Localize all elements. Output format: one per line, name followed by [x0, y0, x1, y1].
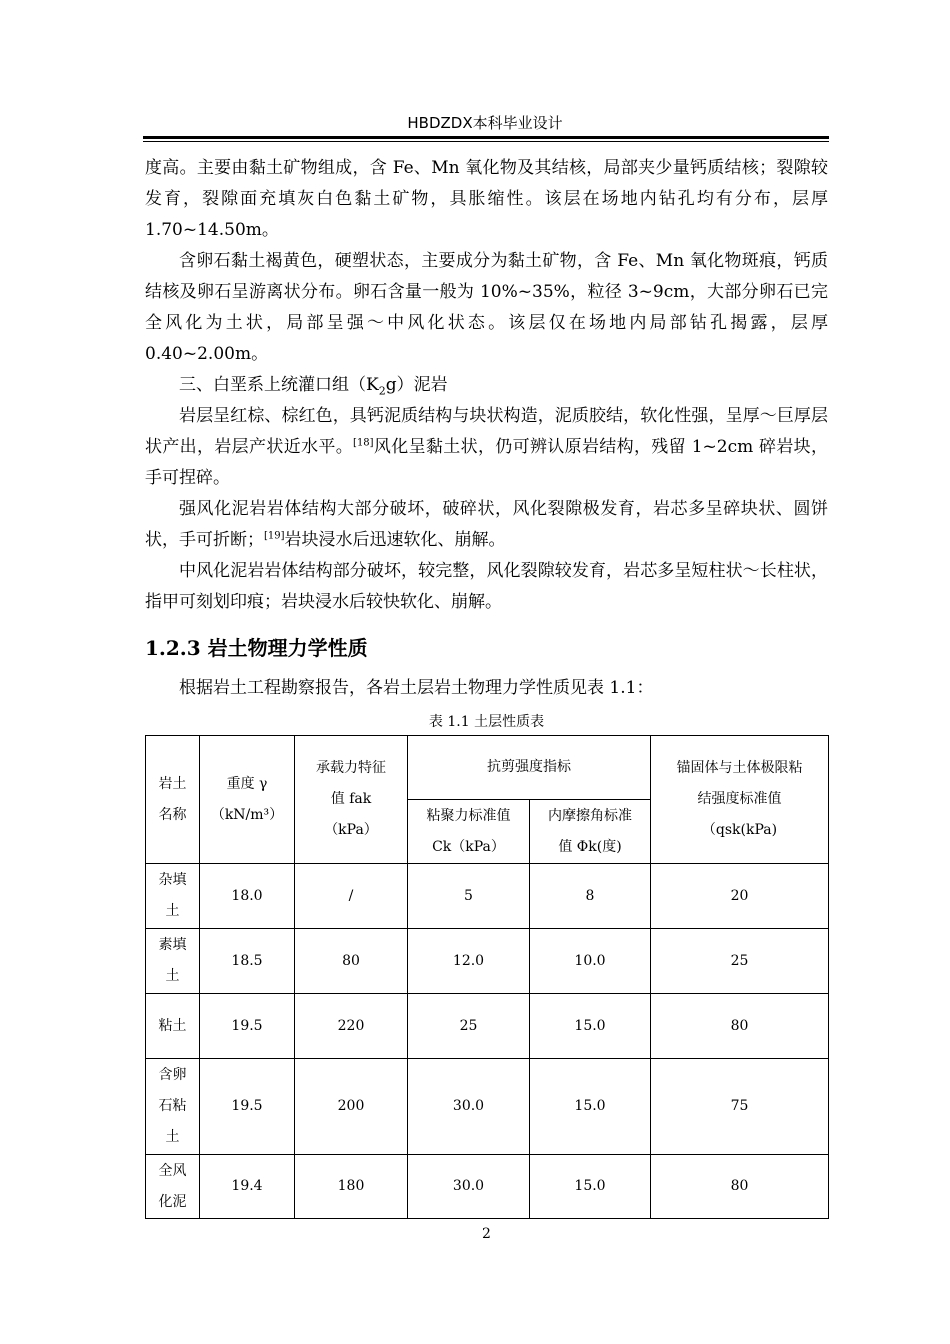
- paragraph-6: 中风化泥岩岩体结构部分破坏，较完整，风化裂隙较发育，岩芯多呈短柱状～长柱状，指甲可刻划印痕；岩块浸水后较快软化、崩解。: [145, 561, 828, 612]
- cell-phi: 15.0: [530, 1155, 651, 1219]
- cell-ck: 25: [408, 994, 530, 1059]
- section-intro: 根据岩土工程勘察报告，各岩土层岩土物理力学性质见表 1.1：: [179, 678, 654, 698]
- cell-name: 杂填 土: [146, 864, 200, 929]
- p5-text-b: 岩块浸水后迅速软化、崩解。: [284, 530, 506, 550]
- p5-text-a: 强风化泥岩岩体结构大部分破坏，破碎状，风化裂隙极发育，岩芯多呈碎块状、圆饼状，手可折断；: [145, 499, 828, 550]
- p5-citation: [19]: [264, 530, 285, 542]
- cell-gamma: 19.4: [200, 1155, 295, 1219]
- paragraph-3: [145, 370, 828, 401]
- page-header: HBDZDX本科毕业设计: [407, 114, 563, 132]
- p4-text-b: 风化呈黏土状，仍可辨认原岩结构，残留 1~2cm 碎岩块，手可捏碎。: [145, 437, 828, 488]
- table-row: [146, 1155, 829, 1219]
- header-fak: 承载力特征 值 fak （kPa）: [295, 736, 408, 864]
- cell-phi: 10.0: [530, 929, 651, 994]
- cell-name: 粘土: [146, 994, 200, 1059]
- cell-phi: 15.0: [530, 994, 651, 1059]
- cell-qsk: 20: [651, 864, 829, 929]
- p3-subscript: 2: [378, 384, 386, 398]
- cell-ck: 30.0: [408, 1059, 530, 1155]
- cell-qsk: 25: [651, 929, 829, 994]
- section-heading: 1.2.3 岩土物理力学性质: [145, 636, 368, 660]
- cell-name: 含卵 石粘 土: [146, 1059, 200, 1155]
- table-caption: 表 1.1 土层性质表: [428, 714, 545, 730]
- cell-fak: 220: [295, 994, 408, 1059]
- paragraph-1: 度高。主要由黏土矿物组成，含 Fe、Mn 氧化物及其结核，局部夹少量钙质结核；裂隙较发育，裂隙面充填灰白色黏土矿物，具胀缩性。该层在场地内钻孔均有分布，层厚 1.70~14.50m。: [145, 158, 828, 240]
- header-name: 岩土 名称: [146, 736, 200, 864]
- p3-text-a: 三、白垩系上统灌口组（K: [179, 375, 379, 395]
- header-rule-thin: [143, 141, 829, 142]
- cell-name: 素填 土: [146, 929, 200, 994]
- header-shear-strength: 抗剪强度指标: [408, 736, 651, 800]
- cell-fak: 200: [295, 1059, 408, 1155]
- cell-fak: 180: [295, 1155, 408, 1219]
- paragraph-5: [145, 494, 828, 556]
- cell-fak: 80: [295, 929, 408, 994]
- table-row: [146, 864, 829, 929]
- cell-ck: 12.0: [408, 929, 530, 994]
- header-phi: 内摩擦角标准 值 Φk(度): [530, 800, 651, 864]
- cell-qsk: 75: [651, 1059, 829, 1155]
- cell-gamma: 19.5: [200, 1059, 295, 1155]
- table-row: [146, 929, 829, 994]
- header-ck: 粘聚力标准值 Ck（kPa）: [408, 800, 530, 864]
- cell-name: 全风 化泥: [146, 1155, 200, 1219]
- soil-properties-table: [145, 735, 829, 1219]
- paragraph-4: [145, 401, 828, 494]
- cell-fak: /: [295, 864, 408, 929]
- cell-ck: 5: [408, 864, 530, 929]
- cell-gamma: 19.5: [200, 994, 295, 1059]
- p4-text-a: 岩层呈红棕、棕红色，具钙泥质结构与块状构造，泥质胶结，软化性强，呈厚～巨厚层状产出，岩层产状近水平。: [145, 406, 828, 457]
- p4-citation: [18]: [353, 437, 374, 449]
- paragraph-2: 含卵石黏土褐黄色，硬塑状态，主要成分为黏土矿物，含 Fe、Mn 氧化物斑痕，钙质结核及卵石呈游离状分布。卵石含量一般为 10%~35%，粒径 3~9cm，大部分卵石已完全风化为土状，局部呈强～中风化状态。该层仅在场地内局部钻孔揭露，层厚 0.40~2.00m。: [145, 251, 828, 364]
- header-rule-thick: [143, 136, 829, 139]
- table-row: [146, 1059, 829, 1155]
- cell-gamma: 18.5: [200, 929, 295, 994]
- body-text: [145, 153, 828, 618]
- cell-qsk: 80: [651, 994, 829, 1059]
- header-gamma: 重度 γ （kN/m³）: [200, 736, 295, 864]
- p3-text-b: g）泥岩: [385, 375, 448, 395]
- page-number: 2: [482, 1226, 491, 1242]
- cell-qsk: 80: [651, 1155, 829, 1219]
- cell-phi: 15.0: [530, 1059, 651, 1155]
- cell-phi: 8: [530, 864, 651, 929]
- cell-ck: 30.0: [408, 1155, 530, 1219]
- cell-gamma: 18.0: [200, 864, 295, 929]
- header-qsk: 锚固体与土体极限粘 结强度标准值 （qsk(kPa): [651, 736, 829, 864]
- table-row: [146, 994, 829, 1059]
